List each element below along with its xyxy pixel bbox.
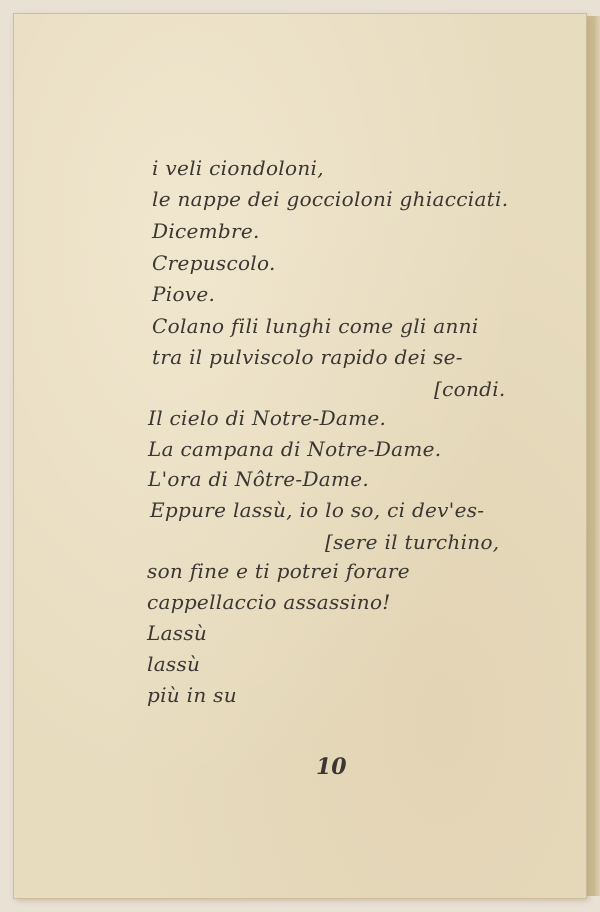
poem-line-2: le nappe dei goccioloni ghiacciati.	[152, 187, 509, 211]
poem-line-1: i veli ciondoloni,	[152, 156, 324, 180]
page-number: 10	[316, 754, 347, 780]
poem-line-8: [condi.	[434, 377, 506, 401]
poem-line-10: La campana di Notre-Dame.	[148, 437, 442, 461]
poem-line-16: Lassù	[147, 621, 208, 645]
poem-line-13: [sere il turchino,	[325, 530, 500, 554]
poem-line-3: Dicembre.	[152, 219, 260, 243]
poem-line-15: cappellaccio assassino!	[147, 590, 391, 614]
poem-text	[14, 14, 586, 898]
poem-line-5: Piove.	[152, 282, 216, 306]
poem-line-14: son fine e ti potrei forare	[147, 559, 410, 583]
poem-line-7: tra il pulviscolo rapido dei se-	[152, 345, 463, 369]
poem-line-18: più in su	[147, 683, 237, 707]
poem-line-4: Crepuscolo.	[152, 251, 276, 275]
adjacent-page-edge	[584, 16, 600, 896]
poem-line-17: lassù	[147, 652, 201, 676]
book-page	[14, 14, 586, 898]
poem-line-12: Eppure lassù, io lo so, ci dev'es-	[150, 498, 485, 522]
poem-line-11: L'ora di Nôtre-Dame.	[148, 467, 370, 491]
poem-line-6: Colano fili lunghi come gli anni	[152, 314, 479, 338]
poem-line-9: Il cielo di Notre-Dame.	[148, 406, 387, 430]
